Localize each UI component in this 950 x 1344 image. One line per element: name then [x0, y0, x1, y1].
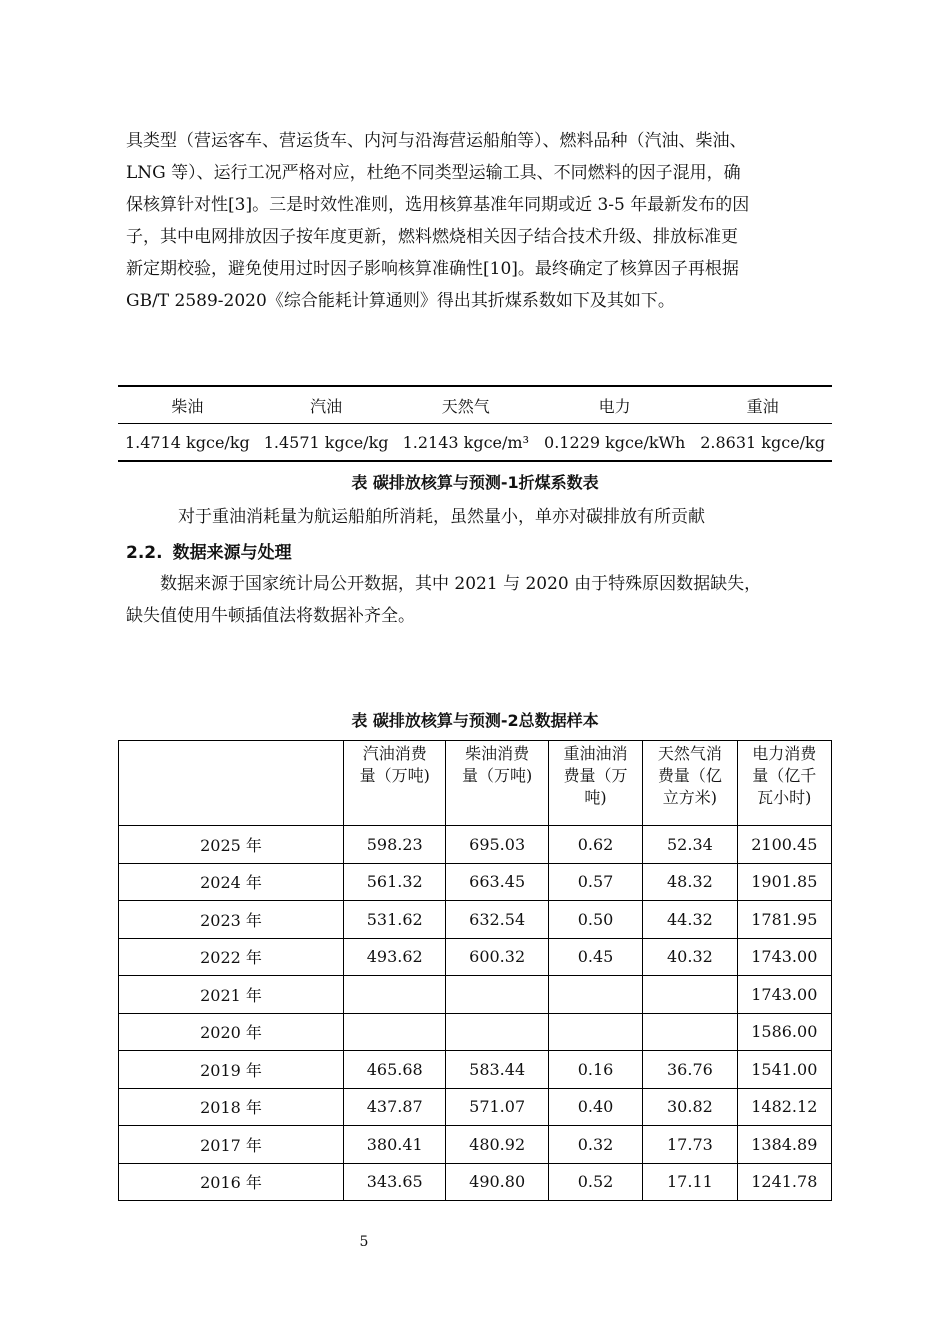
header-line: 费量（亿	[657, 766, 722, 785]
value-cell: 531.62	[344, 901, 446, 939]
factor-header-cell: 柴油	[118, 386, 257, 424]
value-cell: 0.50	[548, 901, 642, 939]
note-paragraph: 对于重油消耗量为航运船舶所消耗，虽然量小，单亦对碳排放有所贡献	[178, 507, 705, 527]
value-cell: 598.23	[344, 826, 446, 864]
header-line: 量（万吨)	[462, 766, 533, 785]
page-number: 5	[359, 1234, 369, 1250]
value-cell: 1743.00	[737, 938, 831, 976]
section-paragraph	[126, 568, 832, 632]
intro-line: GB/T 2589-2020《综合能耗计算通则》得出其折煤系数如下及其如下。	[126, 291, 675, 311]
data-header-cell	[446, 741, 548, 826]
table-row	[119, 1088, 832, 1126]
factor-value-cell: 2.8631 kgce/kg	[693, 424, 832, 462]
section-number: 2.2.	[126, 543, 163, 563]
header-line: 重油油消	[563, 744, 628, 763]
value-cell	[548, 1013, 642, 1051]
header-line: 电力消费	[752, 744, 817, 763]
header-line: 天然气消	[657, 744, 722, 763]
value-cell	[643, 1013, 737, 1051]
year-cell: 2020 年	[119, 1013, 344, 1051]
value-cell: 490.80	[446, 1163, 548, 1201]
year-cell: 2024 年	[119, 863, 344, 901]
section-line: 缺失值使用牛顿插值法将数据补齐全。	[126, 606, 415, 626]
value-cell: 30.82	[643, 1088, 737, 1126]
value-cell: 1743.00	[737, 976, 831, 1014]
value-cell: 1586.00	[737, 1013, 831, 1051]
value-cell: 48.32	[643, 863, 737, 901]
value-cell: 343.65	[344, 1163, 446, 1201]
value-cell: 0.45	[548, 938, 642, 976]
factor-header-row	[118, 386, 832, 424]
header-line: 量（万吨)	[359, 766, 430, 785]
value-cell: 1541.00	[737, 1051, 831, 1089]
header-line: 吨)	[584, 788, 607, 807]
value-cell	[446, 1013, 548, 1051]
value-cell: 0.57	[548, 863, 642, 901]
value-cell: 0.52	[548, 1163, 642, 1201]
value-cell	[344, 1013, 446, 1051]
year-header-cell	[119, 741, 344, 826]
table-row	[119, 1163, 832, 1201]
data-header-cell	[643, 741, 737, 826]
value-cell: 44.32	[643, 901, 737, 939]
section-title: 数据来源与处理	[172, 543, 292, 563]
value-cell: 17.73	[643, 1126, 737, 1164]
year-cell: 2017 年	[119, 1126, 344, 1164]
table-row	[119, 901, 832, 939]
table-row	[119, 1051, 832, 1089]
value-cell: 17.11	[643, 1163, 737, 1201]
intro-line: 保核算针对性[3]。三是时效性准则，选用核算基准年同期或近 3-5 年最新发布的因	[126, 195, 750, 215]
factor-table-caption: 表 碳排放核算与预测-1折煤系数表	[351, 473, 599, 492]
header-line: 量（亿千	[752, 766, 817, 785]
value-cell: 663.45	[446, 863, 548, 901]
value-cell: 1901.85	[737, 863, 831, 901]
data-header-cell	[344, 741, 446, 826]
data-header-row	[119, 741, 832, 826]
coal-factor-table	[118, 385, 832, 462]
year-cell: 2025 年	[119, 826, 344, 864]
year-cell: 2018 年	[119, 1088, 344, 1126]
data-header-cell	[548, 741, 642, 826]
value-cell: 437.87	[344, 1088, 446, 1126]
intro-line: 子，其中电网排放因子按年度更新，燃料燃烧相关因子结合技术升级、排放标准更	[126, 227, 738, 247]
value-cell: 465.68	[344, 1051, 446, 1089]
year-cell: 2016 年	[119, 1163, 344, 1201]
value-cell: 1781.95	[737, 901, 831, 939]
value-cell: 571.07	[446, 1088, 548, 1126]
section-line: 数据来源于国家统计局公开数据，其中 2021 与 2020 由于特殊原因数据缺失，	[160, 574, 762, 594]
header-line: 立方米)	[662, 788, 718, 807]
value-cell: 0.32	[548, 1126, 642, 1164]
value-cell: 0.40	[548, 1088, 642, 1126]
value-cell	[643, 976, 737, 1014]
value-cell: 52.34	[643, 826, 737, 864]
factor-value-cell: 1.4714 kgce/kg	[118, 424, 257, 462]
table-row	[119, 826, 832, 864]
table-row	[119, 863, 832, 901]
factor-header-cell: 重油	[693, 386, 832, 424]
factor-value-cell: 0.1229 kgce/kWh	[536, 424, 693, 462]
value-cell: 1482.12	[737, 1088, 831, 1126]
factor-value-cell: 1.2143 kgce/m³	[396, 424, 537, 462]
header-line: 瓦小时)	[757, 788, 812, 807]
intro-line: 新定期校验，避免使用过时因子影响核算准确性[10]。最终确定了核算因子再根据	[126, 259, 739, 279]
header-line: 费量（万	[563, 766, 628, 785]
factor-value-row	[118, 424, 832, 462]
value-cell: 1384.89	[737, 1126, 831, 1164]
value-cell	[446, 976, 548, 1014]
table-row	[119, 976, 832, 1014]
factor-header-cell: 电力	[536, 386, 693, 424]
value-cell: 2100.45	[737, 826, 831, 864]
year-cell: 2023 年	[119, 901, 344, 939]
intro-line: 具类型（营运客车、营运货车、内河与沿海营运船舶等）、燃料品种（汽油、柴油、	[126, 131, 747, 151]
value-cell	[548, 976, 642, 1014]
value-cell: 561.32	[344, 863, 446, 901]
data-table-caption: 表 碳排放核算与预测-2总数据样本	[351, 711, 599, 730]
intro-line: LNG 等）、运行工况严格对应，杜绝不同类型运输工具、不同燃料的因子混用，确	[126, 163, 741, 183]
value-cell: 0.62	[548, 826, 642, 864]
value-cell: 380.41	[344, 1126, 446, 1164]
table-row	[119, 1126, 832, 1164]
year-cell: 2019 年	[119, 1051, 344, 1089]
value-cell: 583.44	[446, 1051, 548, 1089]
value-cell: 632.54	[446, 901, 548, 939]
table-row	[119, 938, 832, 976]
table-row	[119, 1013, 832, 1051]
header-line: 汽油消费	[362, 744, 427, 763]
header-line: 柴油消费	[465, 744, 530, 763]
value-cell: 40.32	[643, 938, 737, 976]
value-cell: 695.03	[446, 826, 548, 864]
value-cell: 0.16	[548, 1051, 642, 1089]
section-heading	[126, 538, 292, 563]
data-table-body	[119, 826, 832, 1201]
intro-paragraph	[126, 125, 832, 317]
value-cell: 493.62	[344, 938, 446, 976]
factor-header-cell: 天然气	[396, 386, 537, 424]
factor-value-cell: 1.4571 kgce/kg	[257, 424, 396, 462]
value-cell: 480.92	[446, 1126, 548, 1164]
factor-header-cell: 汽油	[257, 386, 396, 424]
value-cell: 1241.78	[737, 1163, 831, 1201]
data-header-cell	[737, 741, 831, 826]
data-sample-table	[118, 740, 832, 1201]
value-cell	[344, 976, 446, 1014]
year-cell: 2022 年	[119, 938, 344, 976]
value-cell: 600.32	[446, 938, 548, 976]
value-cell: 36.76	[643, 1051, 737, 1089]
year-cell: 2021 年	[119, 976, 344, 1014]
